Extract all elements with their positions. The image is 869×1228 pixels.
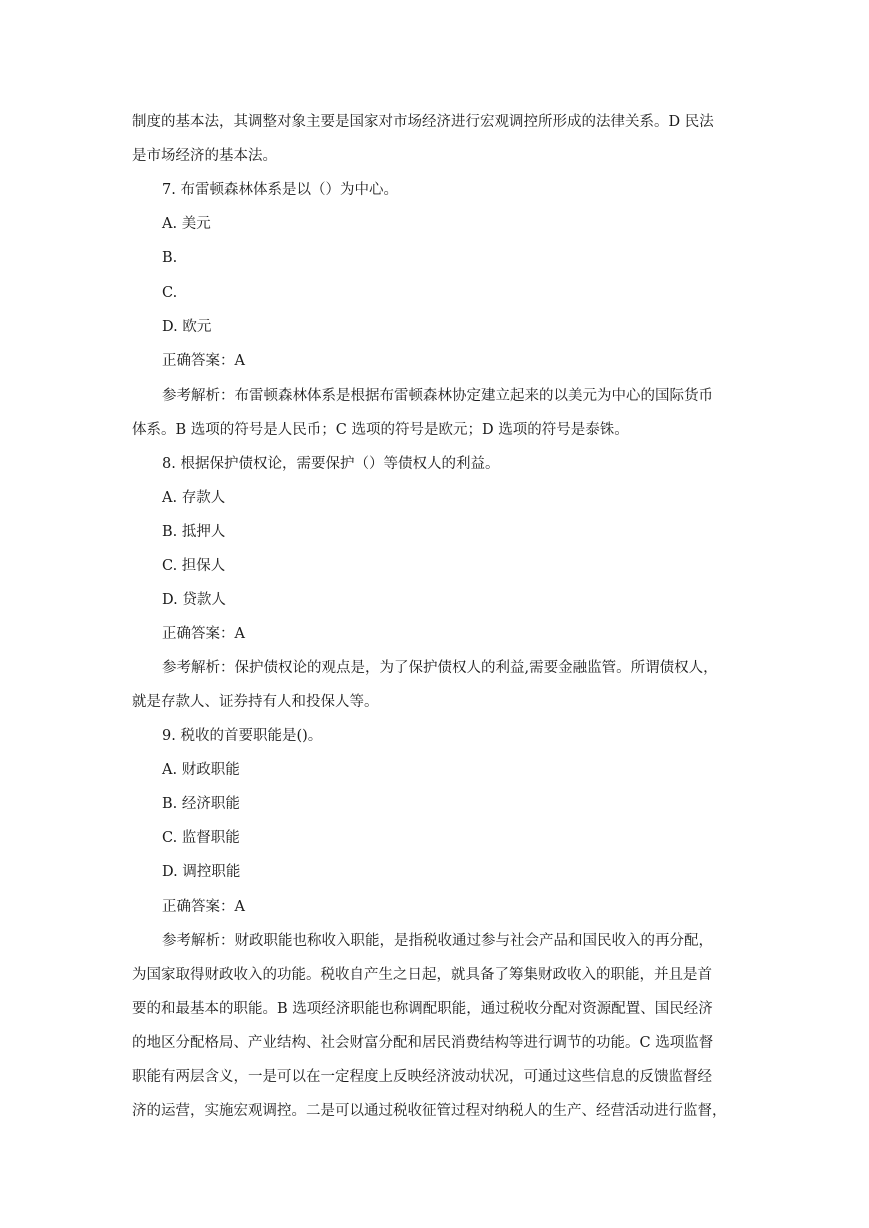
question-8-option-c: C. 担保人 bbox=[162, 558, 226, 574]
question-8-option-d: D. 贷款人 bbox=[162, 592, 226, 608]
question-8-answer: 正确答案：A bbox=[162, 626, 245, 642]
intro-line-1: 制度的基本法，其调整对象主要是国家对市场经济进行宏观调控所形成的法律关系。D 民法 bbox=[132, 114, 714, 130]
question-7-option-d: D. 欧元 bbox=[162, 319, 212, 335]
question-9-analysis-line-3: 要的和最基本的职能。B 选项经济职能也称调配职能，通过税收分配对资源配置、国民经济 bbox=[132, 1001, 713, 1017]
question-8-analysis-line-2: 就是存款人、证券持有人和投保人等。 bbox=[132, 694, 379, 710]
question-7-option-b: B. bbox=[162, 250, 178, 266]
question-9-analysis-line-4: 的地区分配格局、产业结构、社会财富分配和居民消费结构等进行调节的功能。C 选项监督 bbox=[132, 1035, 714, 1051]
question-7-option-a: A. 美元 bbox=[162, 216, 211, 232]
question-9-stem: 9. 税收的首要职能是()。 bbox=[162, 728, 323, 744]
question-7-stem: 7. 布雷顿森林体系是以（）为中心。 bbox=[162, 182, 398, 198]
question-7-option-c: C. bbox=[162, 285, 178, 301]
question-9-option-c: C. 监督职能 bbox=[162, 830, 240, 846]
question-9-analysis-line-5: 职能有两层含义，一是可以在一定程度上反映经济波动状况，可通过这些信息的反馈监督经 bbox=[132, 1069, 712, 1085]
question-9-answer: 正确答案：A bbox=[162, 899, 245, 915]
question-9-analysis-line-2: 为国家取得财政收入的功能。税收自产生之日起，就具备了筹集财政收入的职能，并且是首 bbox=[132, 967, 712, 983]
question-7-analysis-line-1: 参考解析：布雷顿森林体系是根据布雷顿森林协定建立起来的以美元为中心的国际货币 bbox=[162, 388, 713, 404]
intro-line-2: 是市场经济的基本法。 bbox=[132, 148, 277, 164]
question-9-analysis-line-6: 济的运营，实施宏观调控。二是可以通过税收征管过程对纳税人的生产、经营活动进行监督， bbox=[132, 1103, 727, 1119]
question-7-answer: 正确答案：A bbox=[162, 353, 245, 369]
question-9-option-a: A. 财政职能 bbox=[162, 762, 240, 778]
question-9-analysis-line-1: 参考解析：财政职能也称收入职能，是指税收通过参与社会产品和国民收入的再分配， bbox=[162, 933, 713, 949]
question-9-option-b: B. 经济职能 bbox=[162, 796, 240, 812]
question-7-analysis-line-2: 体系。B 选项的符号是人民币；C 选项的符号是欧元；D 选项的符号是泰铢。 bbox=[132, 422, 629, 438]
question-8-stem: 8. 根据保护债权论，需要保护（）等债权人的利益。 bbox=[162, 456, 500, 472]
question-8-option-a: A. 存款人 bbox=[162, 490, 226, 506]
question-8-analysis-line-1: 参考解析：保护债权论的观点是，为了保护债权人的利益,需要金融监管。所谓债权人， bbox=[162, 660, 718, 676]
question-9-option-d: D. 调控职能 bbox=[162, 864, 241, 880]
question-8-option-b: B. 抵押人 bbox=[162, 524, 226, 540]
